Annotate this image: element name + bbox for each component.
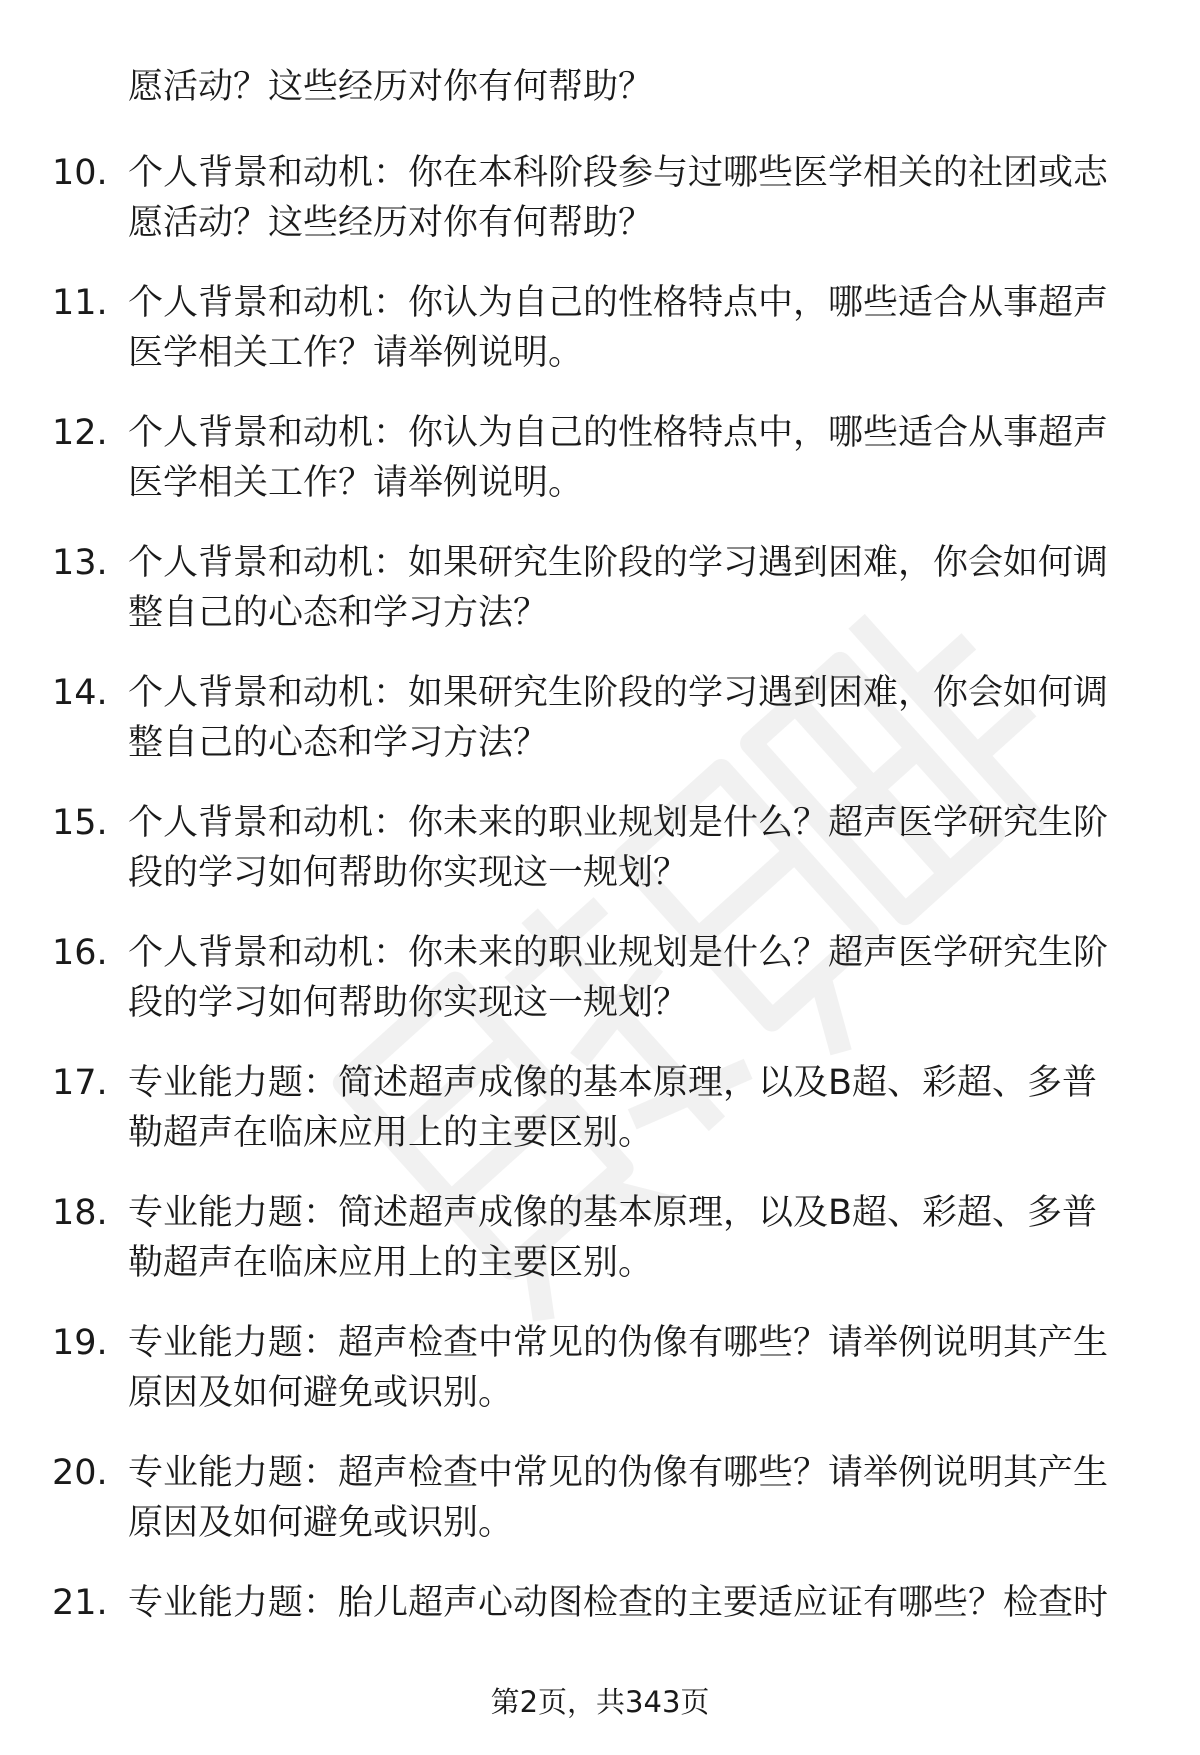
question-text-line: 段的学习如何帮助你实现这一规划？ xyxy=(128,983,689,1023)
question-text-line: 个人背景和动机：你未来的职业规划是什么？超声医学研究生阶 xyxy=(128,803,1109,843)
question-text-line: 专业能力题：简述超声成像的基本原理，以及B超、彩超、多普 xyxy=(128,1193,1098,1233)
question-number: 21. xyxy=(52,1583,108,1623)
question-text-line: 整自己的心态和学习方法？ xyxy=(128,723,549,763)
question-text xyxy=(128,148,1138,248)
question-item xyxy=(0,920,1200,1050)
question-text xyxy=(128,1188,1138,1288)
question-text-line: 段的学习如何帮助你实现这一规划？ xyxy=(128,853,689,893)
question-text-line: 医学相关工作？请举例说明。 xyxy=(128,333,584,373)
page-footer: 第2页，共343页 xyxy=(490,1685,710,1719)
question-text xyxy=(128,928,1138,1028)
question-number: 20. xyxy=(52,1453,108,1493)
question-item xyxy=(0,1570,1200,1700)
question-text-line: 勒超声在临床应用上的主要区别。 xyxy=(128,1243,654,1283)
question-text xyxy=(128,668,1138,768)
question-text-line: 专业能力题：胎儿超声心动图检查的主要适应证有哪些？检查时 xyxy=(128,1583,1109,1623)
question-text-line: 医学相关工作？请举例说明。 xyxy=(128,463,584,503)
question-number: 15. xyxy=(52,803,108,843)
continuation-line: 愿活动？这些经历对你有何帮助？ xyxy=(128,67,654,107)
question-text xyxy=(128,798,1138,898)
question-text-line: 个人背景和动机：你认为自己的性格特点中，哪些适合从事超声 xyxy=(128,413,1109,453)
question-text-line: 个人背景和动机：你在本科阶段参与过哪些医学相关的社团或志 xyxy=(128,153,1109,193)
question-number: 13. xyxy=(52,543,108,583)
question-text-line: 专业能力题：简述超声成像的基本原理，以及B超、彩超、多普 xyxy=(128,1063,1098,1103)
question-text xyxy=(128,538,1138,638)
question-item xyxy=(0,790,1200,920)
question-text xyxy=(128,408,1138,508)
question-text xyxy=(128,1058,1138,1158)
question-item xyxy=(0,400,1200,530)
question-number: 14. xyxy=(52,673,108,713)
question-text-line: 原因及如何避免或识别。 xyxy=(128,1373,514,1413)
question-text-line: 勒超声在临床应用上的主要区别。 xyxy=(128,1113,654,1153)
question-text-line: 专业能力题：超声检查中常见的伪像有哪些？请举例说明其产生 xyxy=(128,1453,1109,1493)
question-text-line: 个人背景和动机：你认为自己的性格特点中，哪些适合从事超声 xyxy=(128,283,1109,323)
question-number: 12. xyxy=(52,413,108,453)
question-text-line: 个人背景和动机：如果研究生阶段的学习遇到困难，你会如何调 xyxy=(128,543,1109,583)
question-item xyxy=(0,1440,1200,1570)
question-list xyxy=(0,140,1200,1700)
question-text-line: 原因及如何避免或识别。 xyxy=(128,1503,514,1543)
question-item xyxy=(0,1050,1200,1180)
question-text-line: 整自己的心态和学习方法？ xyxy=(128,593,549,633)
question-text xyxy=(128,278,1138,378)
question-item xyxy=(0,1310,1200,1440)
question-text xyxy=(128,1578,1138,1628)
question-item xyxy=(0,1180,1200,1310)
question-number: 19. xyxy=(52,1323,108,1363)
question-number: 11. xyxy=(52,283,108,323)
question-number: 17. xyxy=(52,1063,108,1103)
question-text xyxy=(128,1318,1138,1418)
question-number: 16. xyxy=(52,933,108,973)
question-number: 18. xyxy=(52,1193,108,1233)
question-item xyxy=(0,660,1200,790)
question-text xyxy=(128,1448,1138,1548)
question-number: 10. xyxy=(52,153,108,193)
question-item xyxy=(0,140,1200,270)
question-text-line: 专业能力题：超声检查中常见的伪像有哪些？请举例说明其产生 xyxy=(128,1323,1109,1363)
question-text-line: 个人背景和动机：如果研究生阶段的学习遇到困难，你会如何调 xyxy=(128,673,1109,713)
question-item xyxy=(0,530,1200,660)
question-item xyxy=(0,270,1200,400)
question-text-line: 愿活动？这些经历对你有何帮助？ xyxy=(128,203,654,243)
question-text-line: 个人背景和动机：你未来的职业规划是什么？超声医学研究生阶 xyxy=(128,933,1109,973)
